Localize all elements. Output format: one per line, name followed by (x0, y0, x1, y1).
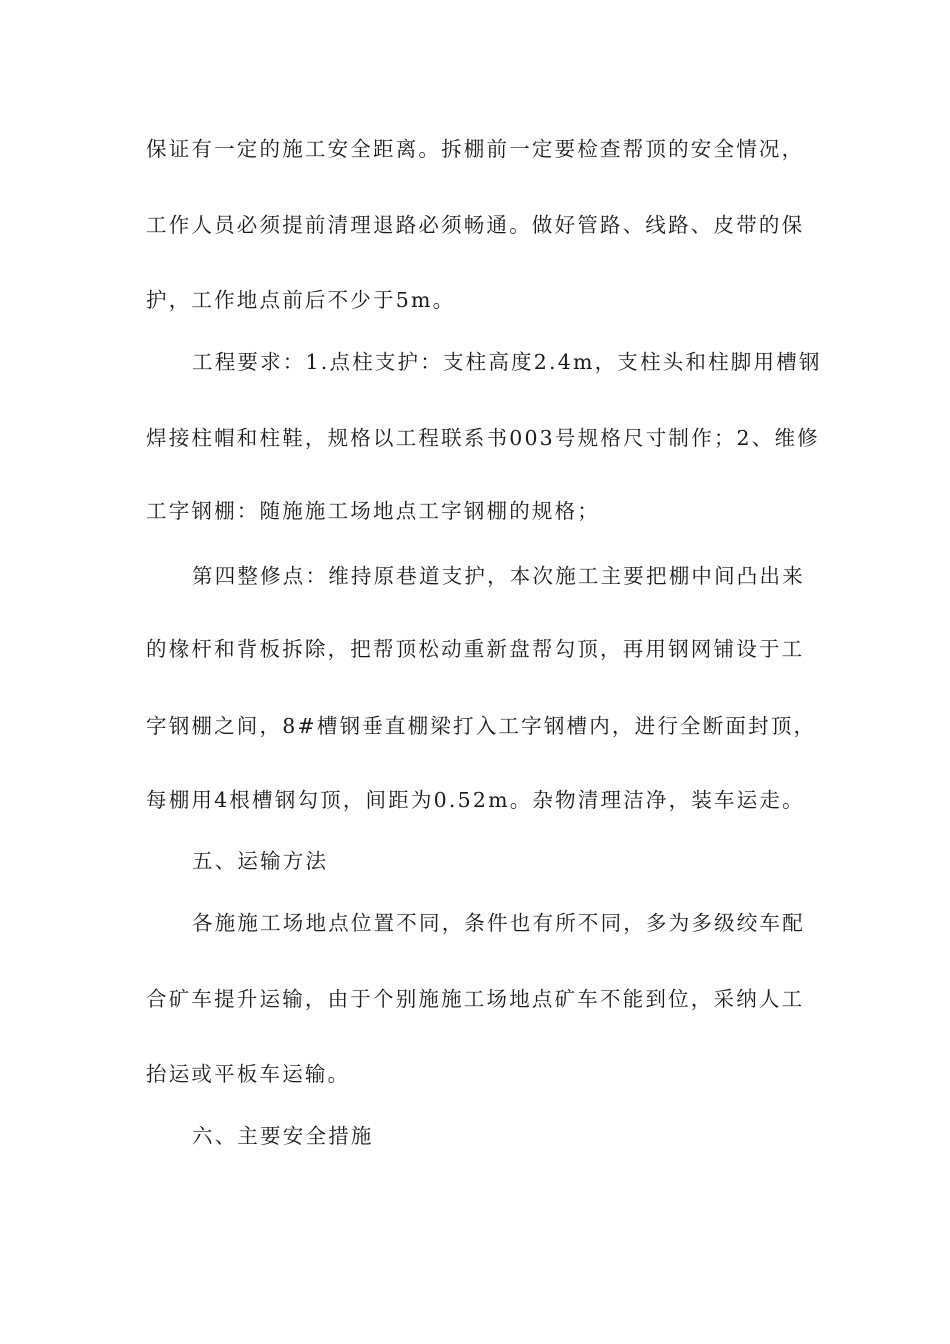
section-heading: 五、运输方法 (192, 849, 329, 873)
paragraph-line: 工作人员必须提前清理退路必须畅通。做好管路、线路、皮带的保 (146, 213, 805, 237)
paragraph-line: 的椽杆和背板拆除，把帮顶松动重新盘帮勾顶，再用钢网铺设于工 (146, 637, 805, 661)
paragraph-line: 合矿车提升运输，由于个别施施工场地点矿车不能到位，采纳人工 (146, 987, 805, 1011)
paragraph-line: 每棚用4根槽钢勾顶，间距为0.52m。杂物清理洁净，装车运走。 (146, 788, 805, 812)
paragraph-line: 字钢棚之间，8#槽钢垂直棚梁打入工字钢槽内，进行全断面封顶， (146, 714, 817, 738)
section-heading: 六、主要安全措施 (192, 1124, 374, 1148)
paragraph-line: 工程要求：1.点柱支护：支柱高度2.4m，支柱头和柱脚用槽钢 (192, 350, 822, 374)
paragraph-line: 工字钢棚：随施施工场地点工字钢棚的规格； (146, 499, 600, 523)
paragraph-line: 第四整修点：维持原巷道支护，本次施工主要把棚中间凸出来 (192, 564, 805, 588)
paragraph-line: 护，工作地点前后不少于5m。 (146, 288, 456, 312)
paragraph-line: 各施施工场地点位置不同，条件也有所不同，多为多级绞车配 (192, 911, 805, 935)
paragraph-line: 焊接柱帽和柱鞋，规格以工程联系书003号规格尺寸制作；2、维修 (146, 426, 820, 450)
paragraph-line: 抬运或平板车运输。 (146, 1062, 351, 1086)
paragraph-line: 保证有一定的施工安全距离。拆棚前一定要检查帮顶的安全情况， (146, 137, 805, 161)
